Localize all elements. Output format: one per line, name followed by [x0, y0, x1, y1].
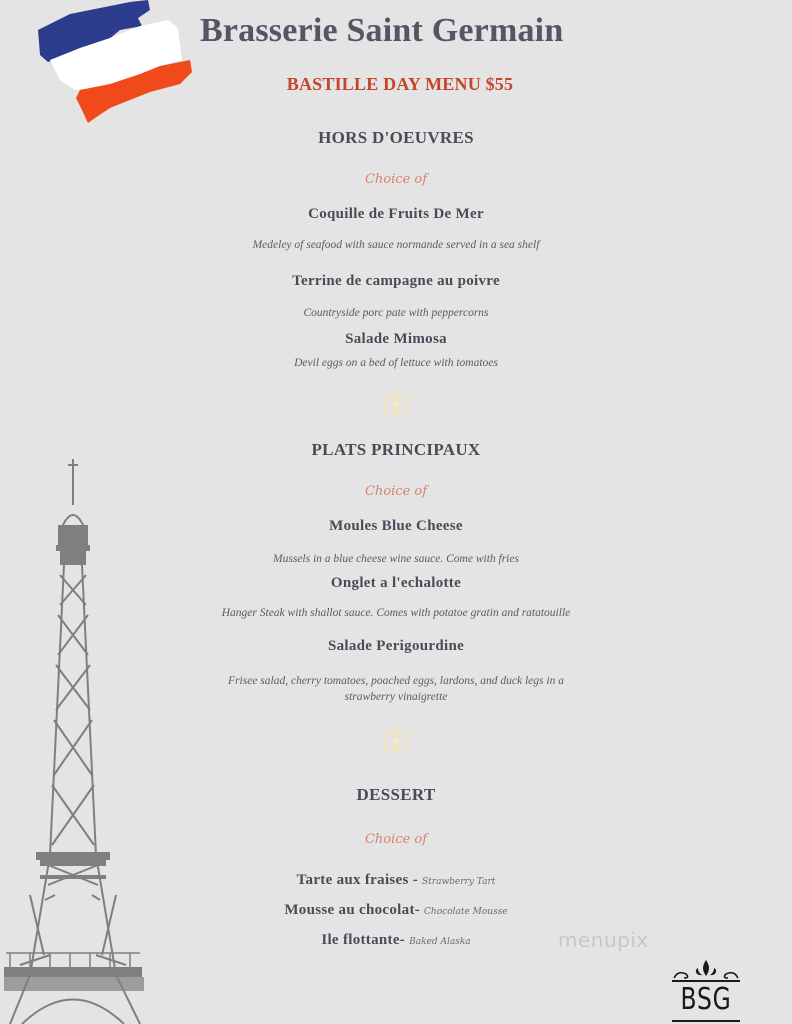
dish-name: Salade Mimosa — [345, 331, 447, 347]
ornament-icon — [379, 387, 413, 421]
section-title: DESSERT — [356, 785, 436, 804]
choice-label: Choice of — [364, 832, 428, 847]
dish-name: Tarte aux fraises - — [296, 872, 418, 888]
menupix-watermark: menupix — [558, 928, 649, 952]
dish-name: Mousse au chocolat- — [284, 902, 421, 918]
dish-description: strawberry vinaigrette — [344, 691, 448, 703]
dish-description: Hanger Steak with shallot sauce. Comes with potatoe gratin and ratatouille — [221, 607, 571, 619]
dish-name: Terrine de campagne au poivre — [292, 273, 500, 289]
choice-label: Choice of — [364, 484, 428, 499]
dish-translation: Chocolate Mousse — [424, 907, 508, 917]
choice-label: Choice of — [364, 172, 428, 187]
dish-name: Onglet a l'echalotte — [330, 575, 462, 591]
dish-description: Mussels in a blue cheese wine sauce. Come with fries — [273, 553, 519, 565]
eiffel-tower-icon — [0, 455, 160, 1024]
dish-description: Medeley of seafood with sauce normande served in a sea shelf — [252, 239, 540, 251]
dish-name: Moules Blue Cheese — [329, 518, 463, 534]
dish-name: Ile flottante- — [321, 932, 406, 948]
dish-description: Devil eggs on a bed of lettuce with tomatoes — [294, 357, 498, 369]
bsg-logo-text: BSG — [680, 982, 732, 1017]
logo-divider — [672, 1020, 740, 1022]
section-title-hors-doeuvres — [0, 128, 792, 148]
dish-translation: Baked Alaska — [409, 937, 471, 947]
section-title: PLATS PRINCIPAUX — [311, 440, 481, 459]
restaurant-name: Brasserie Saint Germain — [200, 12, 564, 49]
french-flag-icon — [30, 0, 200, 125]
menu-title: BASTILLE DAY MENU $55 — [286, 74, 514, 94]
dish-description: Frisee salad, cherry tomatoes, poached eggs, lardons, and duck legs in a — [228, 675, 564, 687]
bsg-logo — [668, 958, 744, 1024]
ornament-icon — [379, 724, 413, 758]
dish-name: Salade Perigourdine — [327, 638, 465, 654]
dish-description: Countryside porc pate with peppercorns — [303, 307, 489, 319]
fleur-de-lis-icon — [668, 958, 744, 984]
section-title: HORS D'OEUVRES — [318, 128, 474, 147]
dish-translation: Strawberry Tart — [422, 877, 496, 887]
dish-name: Coquille de Fruits De Mer — [308, 206, 484, 222]
